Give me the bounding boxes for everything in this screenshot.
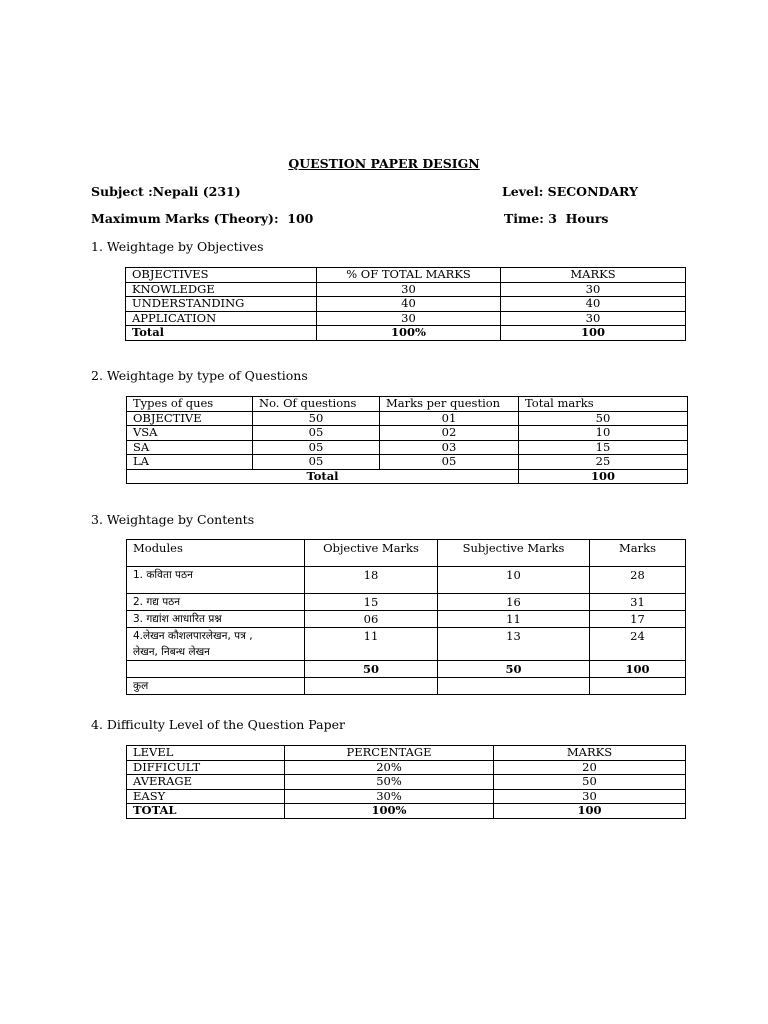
module-line: 4.लेखन कौशलपारलेखन, पत्र , bbox=[133, 630, 253, 642]
header-cell: Objective Marks bbox=[305, 540, 438, 567]
table-cell: 30 bbox=[494, 789, 686, 804]
table-cell: 13 bbox=[438, 628, 590, 661]
header-cell: Marks per question bbox=[380, 397, 519, 412]
table-cell: 11 bbox=[305, 628, 438, 661]
table-cell: 17 bbox=[590, 611, 686, 628]
table-cell: 40 bbox=[501, 297, 686, 312]
table-cell: AVERAGE bbox=[127, 775, 285, 790]
table-cell: SA bbox=[127, 440, 253, 455]
header-cell: Marks bbox=[590, 540, 686, 567]
table-cell: 25 bbox=[519, 455, 688, 470]
header-cell: PERCENTAGE bbox=[285, 746, 494, 761]
time-label: Time: 3 Hours bbox=[504, 211, 609, 226]
subject-label: Subject :Nepali (231) bbox=[91, 184, 241, 199]
table-cell: 30% bbox=[285, 789, 494, 804]
table-header-row bbox=[127, 540, 686, 567]
table-row bbox=[127, 678, 686, 695]
table-cell: 15 bbox=[305, 594, 438, 611]
section2-heading: 2. Weightage by type of Questions bbox=[91, 368, 308, 383]
table-cell: KNOWLEDGE bbox=[126, 282, 317, 297]
table-row bbox=[127, 567, 686, 594]
total-row bbox=[127, 469, 688, 484]
table-cell: 30 bbox=[501, 311, 686, 326]
header-cell: Modules bbox=[127, 540, 305, 567]
question-type-table bbox=[126, 396, 688, 484]
table-cell: 06 bbox=[305, 611, 438, 628]
header-cell: No. Of questions bbox=[253, 397, 380, 412]
table-cell: TOTAL bbox=[127, 804, 285, 819]
table-cell: 30 bbox=[317, 282, 501, 297]
header-cell: Total marks bbox=[519, 397, 688, 412]
table-cell: 100 bbox=[494, 804, 686, 819]
table-cell: APPLICATION bbox=[126, 311, 317, 326]
table-cell bbox=[438, 678, 590, 695]
table-cell bbox=[127, 628, 305, 661]
section1-heading: 1. Weightage by Objectives bbox=[91, 239, 264, 254]
table-cell: 31 bbox=[590, 594, 686, 611]
table-cell: 100 bbox=[519, 469, 688, 484]
table-cell: LA bbox=[127, 455, 253, 470]
table-cell bbox=[305, 678, 438, 695]
table-cell: 05 bbox=[380, 455, 519, 470]
table-cell: 20 bbox=[494, 760, 686, 775]
table-row bbox=[127, 611, 686, 628]
table-cell: 50 bbox=[494, 775, 686, 790]
table-cell: 50% bbox=[285, 775, 494, 790]
table-cell: 100% bbox=[285, 804, 494, 819]
table-cell: UNDERSTANDING bbox=[126, 297, 317, 312]
table-cell: EASY bbox=[127, 789, 285, 804]
table-cell bbox=[127, 661, 305, 678]
table-cell: 10 bbox=[438, 567, 590, 594]
table-cell: VSA bbox=[127, 426, 253, 441]
objectives-table bbox=[125, 267, 686, 341]
total-row bbox=[127, 661, 686, 678]
table-cell: 01 bbox=[380, 411, 519, 426]
table-row bbox=[127, 628, 686, 661]
table-cell: 2. गद्य पठन bbox=[127, 594, 305, 611]
table-cell: 30 bbox=[501, 282, 686, 297]
page-title: QUESTION PAPER DESIGN bbox=[288, 156, 480, 171]
table-row bbox=[127, 594, 686, 611]
table-cell: Total bbox=[127, 469, 519, 484]
table-cell: DIFFICULT bbox=[127, 760, 285, 775]
level-label: Level: SECONDARY bbox=[502, 184, 638, 199]
table-row bbox=[126, 297, 686, 312]
max-marks-label: Maximum Marks (Theory): 100 bbox=[91, 211, 314, 226]
table-row bbox=[127, 775, 686, 790]
table-row bbox=[127, 411, 688, 426]
table-row bbox=[127, 426, 688, 441]
table-cell bbox=[590, 678, 686, 695]
table-cell: 03 bbox=[380, 440, 519, 455]
table-cell: 18 bbox=[305, 567, 438, 594]
table-cell: 24 bbox=[590, 628, 686, 661]
module-line: लेखन, निबन्ध लेखन bbox=[133, 646, 210, 658]
table-header-row bbox=[127, 397, 688, 412]
header-cell: % OF TOTAL MARKS bbox=[317, 268, 501, 283]
table-cell: 1. कविता पठन bbox=[127, 567, 305, 594]
table-cell: 50 bbox=[253, 411, 380, 426]
table-header-row bbox=[127, 746, 686, 761]
header-cell: LEVEL bbox=[127, 746, 285, 761]
header-cell: Types of ques bbox=[127, 397, 253, 412]
table-row bbox=[127, 455, 688, 470]
table-cell: 100 bbox=[501, 326, 686, 341]
table-cell: 50 bbox=[305, 661, 438, 678]
table-row bbox=[127, 440, 688, 455]
section4-heading: 4. Difficulty Level of the Question Paper bbox=[91, 717, 345, 732]
table-cell: 28 bbox=[590, 567, 686, 594]
table-row bbox=[127, 789, 686, 804]
table-cell: 100% bbox=[317, 326, 501, 341]
table-row bbox=[126, 282, 686, 297]
section3-heading: 3. Weightage by Contents bbox=[91, 512, 255, 527]
table-cell: 15 bbox=[519, 440, 688, 455]
table-header-row bbox=[126, 268, 686, 283]
table-cell: OBJECTIVE bbox=[127, 411, 253, 426]
header-cell: MARKS bbox=[501, 268, 686, 283]
table-cell: 3. गद्यांश आधारित प्रश्न bbox=[127, 611, 305, 628]
table-cell: 05 bbox=[253, 455, 380, 470]
table-cell: 50 bbox=[438, 661, 590, 678]
header-cell: MARKS bbox=[494, 746, 686, 761]
difficulty-table bbox=[126, 745, 686, 819]
contents-table bbox=[126, 539, 686, 695]
table-cell: 40 bbox=[317, 297, 501, 312]
table-cell: 50 bbox=[519, 411, 688, 426]
table-row bbox=[127, 760, 686, 775]
header-cell: OBJECTIVES bbox=[126, 268, 317, 283]
table-cell: 05 bbox=[253, 426, 380, 441]
total-row bbox=[127, 804, 686, 819]
table-cell: 11 bbox=[438, 611, 590, 628]
table-cell: कुल bbox=[127, 678, 305, 695]
table-cell: 100 bbox=[590, 661, 686, 678]
table-cell: 05 bbox=[253, 440, 380, 455]
table-cell: 10 bbox=[519, 426, 688, 441]
table-row bbox=[126, 311, 686, 326]
header-cell: Subjective Marks bbox=[438, 540, 590, 567]
table-cell: 20% bbox=[285, 760, 494, 775]
total-row bbox=[126, 326, 686, 341]
table-cell: 30 bbox=[317, 311, 501, 326]
table-cell: Total bbox=[126, 326, 317, 341]
table-cell: 16 bbox=[438, 594, 590, 611]
table-cell: 02 bbox=[380, 426, 519, 441]
